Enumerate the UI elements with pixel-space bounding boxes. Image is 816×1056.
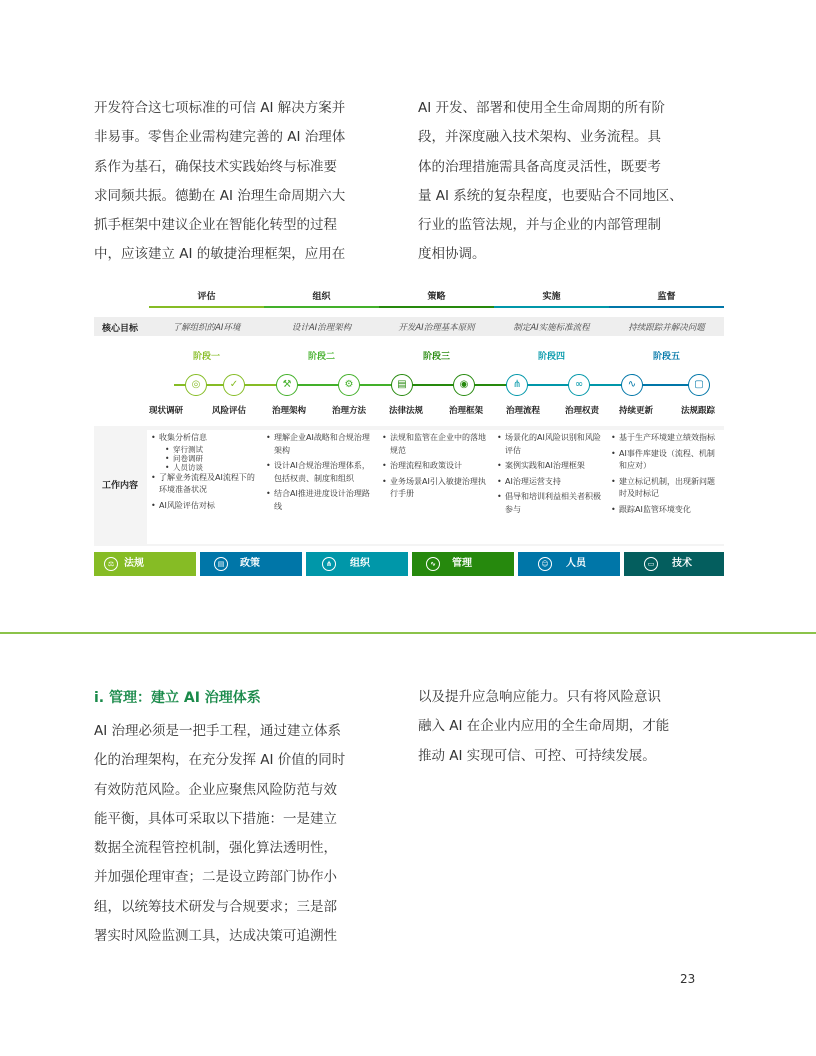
stage-underline [609,306,724,308]
work-item: • AI风险评估对标 [151,500,261,513]
policy-icon: ▤ [214,557,228,571]
gear-icon: ⚙ [338,374,360,396]
target-icon: ◎ [185,374,207,396]
text-line: 署实时风险监测工具，达成决策可追溯性 [94,928,337,945]
stage-underline [494,306,609,308]
phase-label: 阶段一 [192,352,220,362]
section-divider [0,632,816,634]
checklist-icon: ✓ [223,374,245,396]
work-column [607,430,724,544]
stage-name: 监督 [657,292,676,302]
goal: 持续跟踪并解决问题 [628,323,705,333]
pillar-tech [624,552,724,576]
goal: 设计AI治理架构 [291,323,352,333]
text-line: 行业的监管法规，并与企业的内部管理制 [418,217,661,234]
pillar-people [518,552,620,576]
step-label: 治理权责 [564,406,599,416]
work-content-row [94,426,724,546]
section-title: i. 管理：建立 AI 治理体系 [94,690,261,706]
pillar-row [94,552,724,576]
work-item: • 了解业务流程及AI流程下的环境准备状况 [151,472,261,497]
work-column [147,430,265,544]
work-subitem: • 穿行测试 [151,445,261,454]
work-item: • AI治理运营支持 [497,476,607,489]
text-line: 中，应该建立 AI 的敏捷治理框架，应用在 [94,246,346,263]
pillar-label: 政策 [240,558,260,569]
text-line: 开发符合这七项标准的可信 AI 解决方案并 [94,100,346,116]
pillar-law [94,552,196,576]
text-line: 段，并深度融入技术架构、业务流程。具 [418,129,661,146]
stage-name: 组织 [312,292,331,302]
text-line: 非易事。零售企业需构建完善的 AI 治理体 [94,129,346,146]
phase-label: 阶段四 [537,352,565,362]
work-row-label: 工作内容 [101,481,138,491]
work-item: • 跟踪AI监管环境变化 [611,504,720,517]
wrench-icon: ⚒ [276,374,298,396]
section-right-paragraph [418,683,718,771]
clipboard-icon: ▢ [688,374,710,396]
stage-name: 实施 [542,292,561,302]
stage-name: 策略 [427,292,446,302]
work-item: • 设计AI合规治理治理体系，包括权责、制度和组织 [266,460,376,485]
goal: 开发AI治理基本原则 [398,323,475,333]
step-label: 治理框架 [448,406,483,416]
step-label: 治理流程 [505,406,540,416]
broadcast-icon: ◉ [453,374,475,396]
phase-label: 阶段三 [422,352,450,362]
phase-label: 阶段二 [307,352,335,362]
text-line: AI 治理必须是一把手工程，通过建立体系 [94,723,342,739]
hierarchy-icon: ⋔ [506,374,528,396]
step-label: 持续更新 [618,406,653,416]
step-label: 治理方法 [331,406,366,416]
text-line: 有效防范风险。企业应聚焦风险防范与效 [94,781,337,798]
work-item: • 场景化的AI风险识别和风险评估 [497,432,607,457]
step-label: 法律法规 [388,406,423,416]
work-item: • 倡导和培训利益相关者积极参与 [497,491,607,516]
work-item: • 案例实践和AI治理框架 [497,460,607,473]
text-line: 数据全流程管控机制，强化算法透明性， [94,840,337,857]
core-goal-row [94,317,724,336]
stage-underline [379,306,494,308]
work-item: • 建立标记机制，出现新问题时及时标记 [611,476,720,501]
work-column [378,430,496,544]
text-line: 以及提升应急响应能力。只有将风险意识 [418,689,661,705]
ai-governance-diagram [94,289,724,579]
pillar-org [306,552,408,576]
text-line: 抓手框架中建议企业在智能化转型的过程 [94,217,337,234]
text-line: 并加强伦理审查；二是设立跨部门协作小 [94,869,337,886]
chart-icon: ∿ [621,374,643,396]
top-right-paragraph [418,94,718,270]
goal-row-label: 核心目标 [101,324,138,334]
page-number: 23 [680,972,696,986]
step-label: 法规跟踪 [680,406,715,416]
work-subitem: • 人员访谈 [151,463,261,472]
pillar-label: 组织 [350,558,370,569]
top-left-paragraph [94,94,384,270]
pillar-label: 法规 [124,558,144,569]
work-item: • 理解企业AI战略和合规治理架构 [266,432,376,457]
text-line: 组，以统筹技术研发与合规要求；三是部 [94,898,337,915]
pillar-label: 技术 [672,558,692,569]
manage-icon: ∿ [426,557,440,571]
work-item: • 收集分析信息 [151,432,261,445]
text-line: 量 AI 系统的复杂程度，也要贴合不同地区、 [418,187,683,204]
step-label: 风险评估 [211,406,246,416]
pillar-label: 管理 [452,558,472,569]
work-item: • 法规和监管在企业中的落地规范 [382,432,492,457]
work-item: • AI事件库建设（流程、机制和应对） [611,448,720,473]
text-line: 融入 AI 在企业内应用的全生命周期，才能 [418,718,670,735]
step-label: 现状调研 [148,406,183,416]
gavel-icon: ⚖ [104,557,118,571]
work-item: • 业务场景AI引入敏捷治理执行手册 [382,476,492,501]
text-line: 系作为基石，确保技术实践始终与标准要 [94,158,337,175]
people-icon: ☺ [538,557,552,571]
text-line: 化的治理架构，在充分发挥 AI 价值的同时 [94,752,346,769]
phase-label: 阶段五 [652,352,680,362]
document-icon: ▤ [391,374,413,396]
goal: 了解组织的AI环境 [172,323,241,333]
text-line: 推动 AI 实现可信、可控、可持续发展。 [418,747,656,764]
link-icon: ∞ [568,374,590,396]
work-column [262,430,380,544]
pillar-policy [200,552,302,576]
goal: 制定AI实施标准流程 [513,323,590,333]
section-left-paragraph [94,717,384,951]
pillar-manage [412,552,514,576]
work-column [493,430,611,544]
work-item: • 结合AI推进进度设计治理路线 [266,488,376,513]
work-subitem: • 问卷调研 [151,454,261,463]
text-line: 度相协调。 [418,246,486,263]
step-label: 治理架构 [271,406,306,416]
pillar-label: 人员 [566,558,586,569]
text-line: 能平衡，具体可采取以下措施：一是建立 [94,810,337,827]
stage-underline [264,306,379,308]
stage-underline [149,306,264,308]
text-line: AI 开发、部署和使用全生命周期的所有阶 [418,100,666,116]
work-item: • 基于生产环境建立绩效指标 [611,432,720,445]
stage-name: 评估 [197,292,216,302]
text-line: 体的治理措施需具备高度灵活性，既要考 [418,158,661,175]
org-icon: ⋔ [322,557,336,571]
work-item: • 治理流程和政策设计 [382,460,492,473]
tech-icon: ▭ [644,557,658,571]
text-line: 求同频共振。德勤在 AI 治理生命周期六大 [94,187,346,204]
